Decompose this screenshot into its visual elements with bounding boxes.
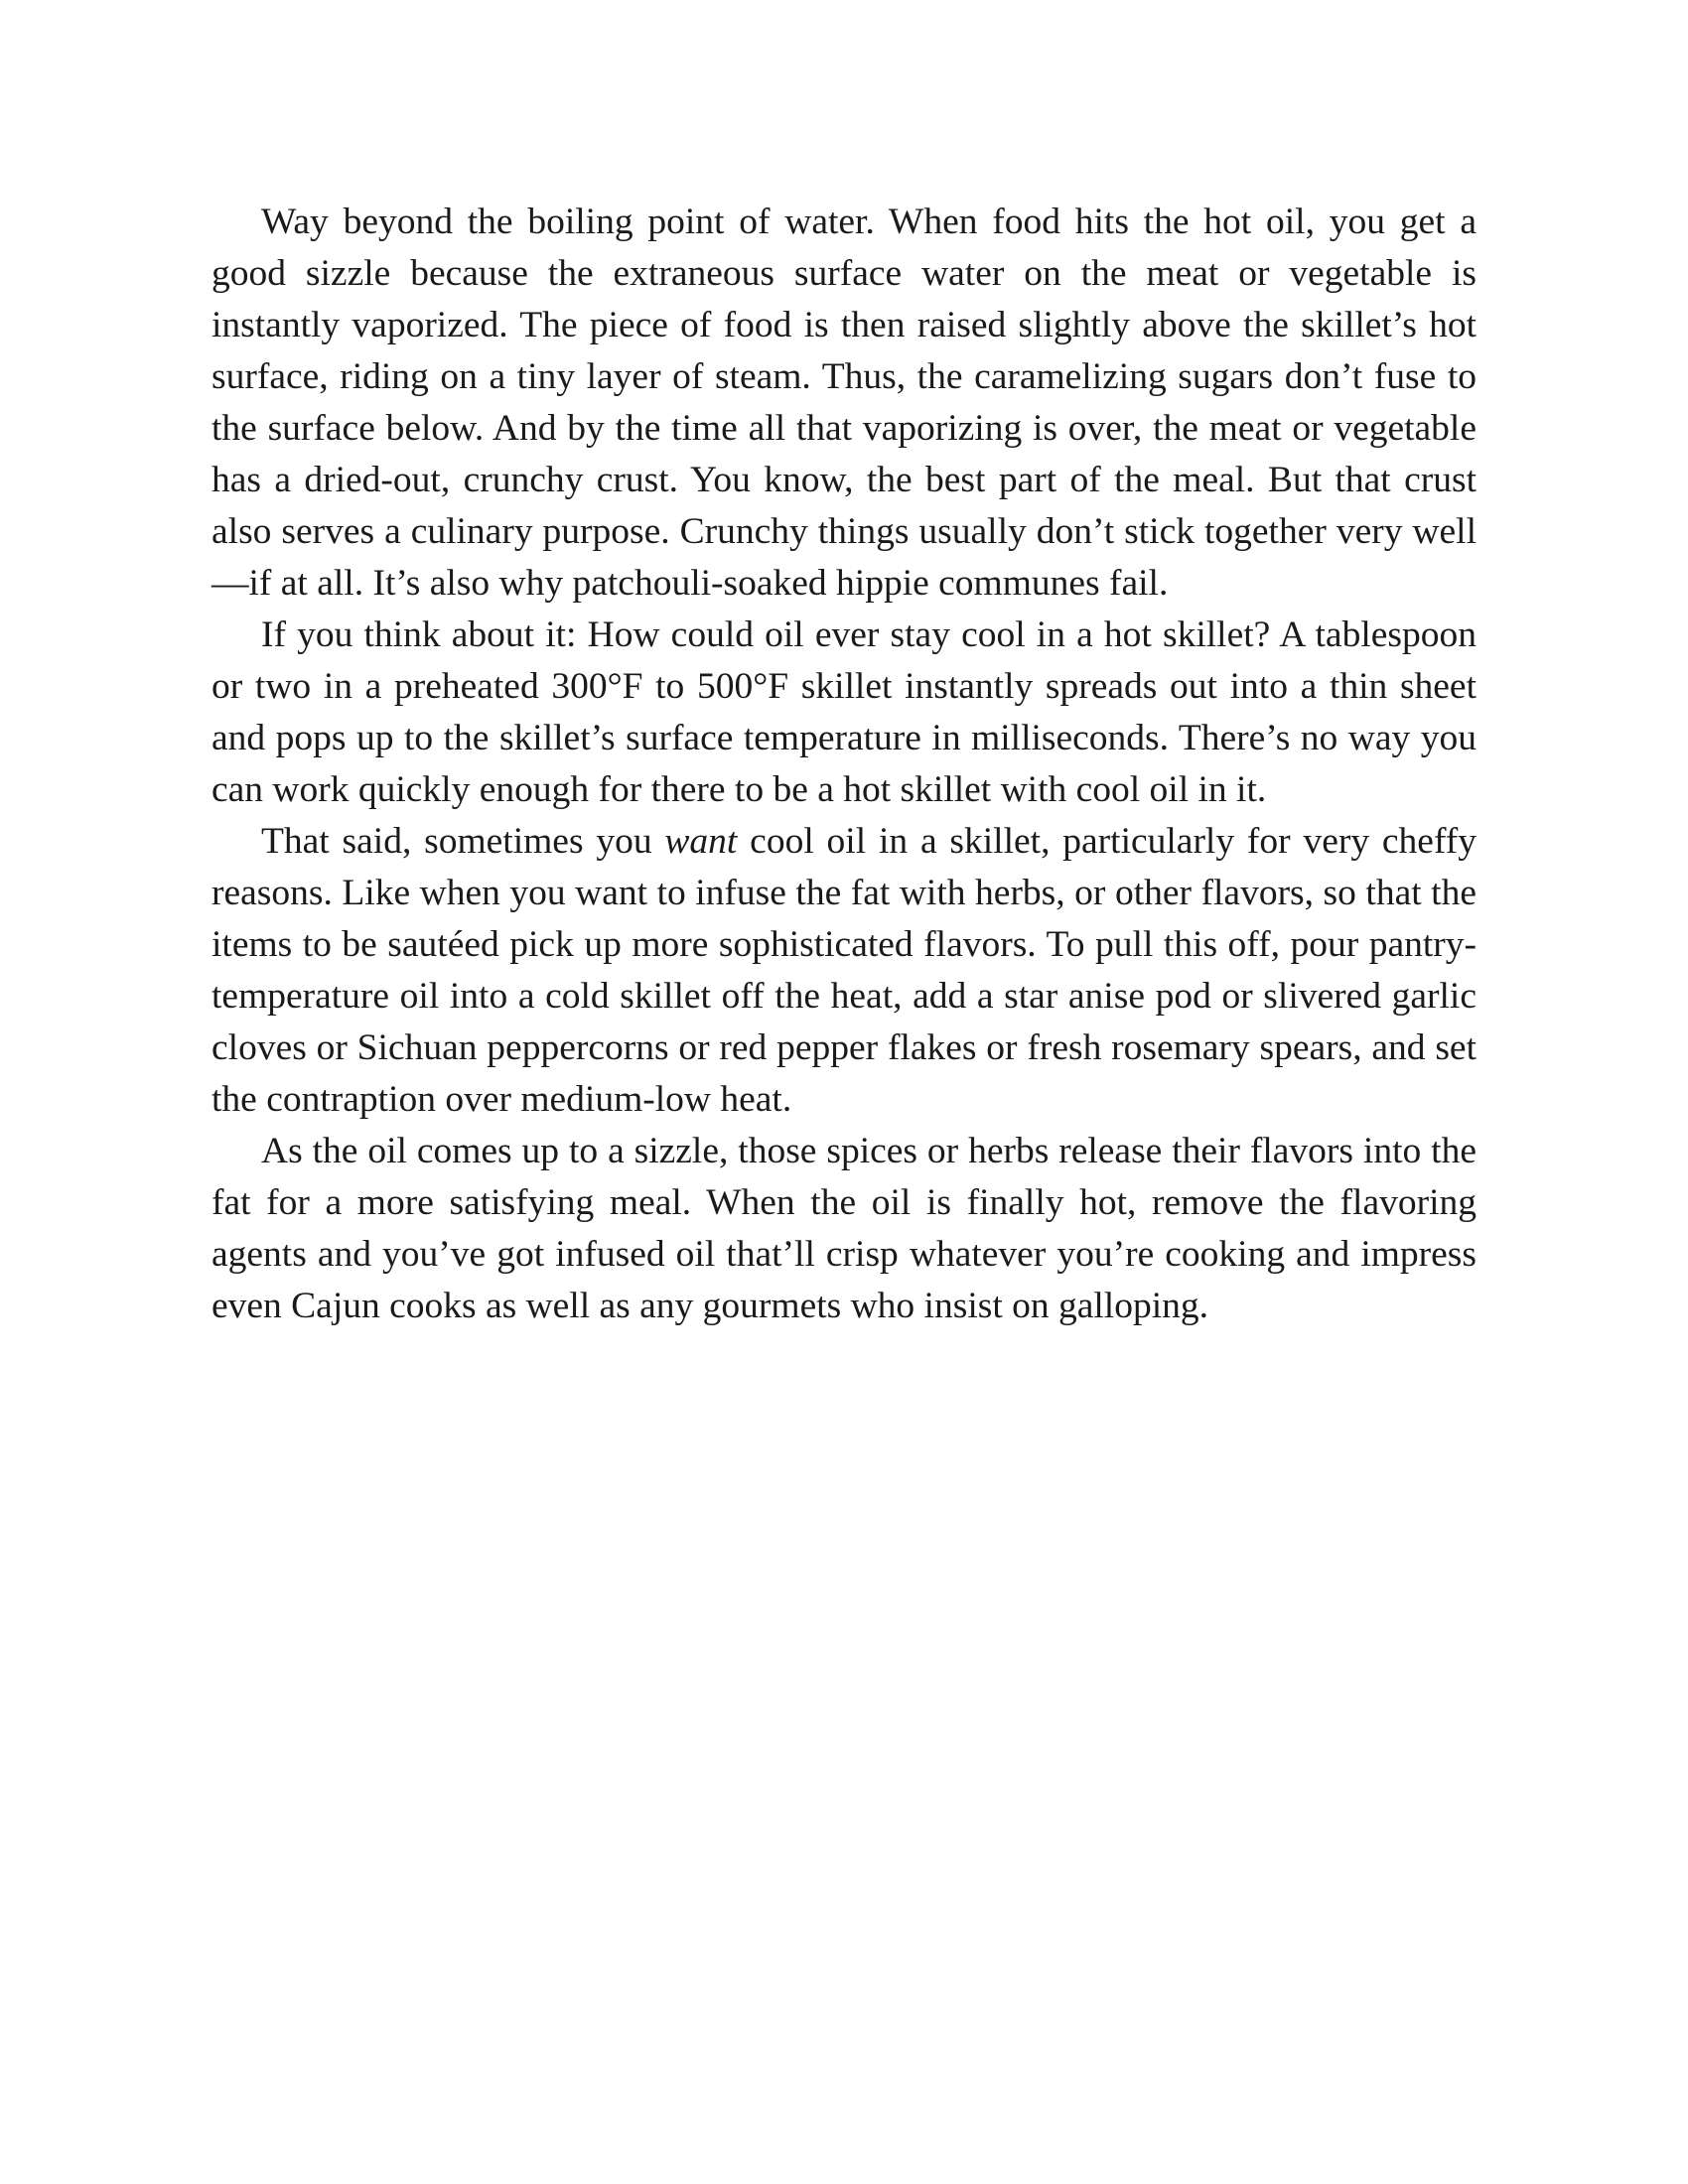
paragraph-3 <box>211 816 1477 1126</box>
paragraph-4 <box>211 1126 1477 1332</box>
paragraph-3-text-start: That said, sometimes you <box>261 821 665 862</box>
paragraph-4-text: As the oil comes up to a sizzle, those spices or herbs release their flavors into the fat for a more satisfying meal. When the oil is finally hot, remove the flavoring agents and you’ve got infused oil that’ll crisp whatever you’re cooking and impress even Cajun cooks as well as any gourmets who insist on galloping. <box>211 1131 1477 1326</box>
body-text <box>211 197 1477 1332</box>
paragraph-3-emphasis: want <box>664 821 738 862</box>
paragraph-1-text: Way beyond the boiling point of water. When food hits the hot oil, you get a good sizzle because the extraneous surface water on the meat or vegetable is instantly vaporized. The piece of food is then raised slightly above the skillet’s hot surface, riding on a tiny layer of steam. Thus, the caramelizing sugars don’t fuse to the surface below. And by the time all that vaporizing is over, the meat or vegetable has a dried-out, crunchy crust. You know, the best part of the meal. But that crust also serves a culinary purpose. Crunchy things usually don’t stick together very well—if at all. It’s also why patchouli-soaked hippie communes fail. <box>211 202 1477 604</box>
paragraph-1 <box>211 197 1477 610</box>
paragraph-2-text: If you think about it: How could oil ever stay cool in a hot skillet? A tablespoon or two in a preheated 300°F to 500°F skillet instantly spreads out into a thin sheet and pops up to the skillet’s surface temperature in milliseconds. There’s no way you can work quickly enough for there to be a hot skillet with cool oil in it. <box>211 614 1477 810</box>
paragraph-2 <box>211 610 1477 816</box>
paragraph-3-text-end: cool oil in a skillet, particularly for very cheffy reasons. Like when you want to infuse the fat with herbs, or other flavors, so that the items to be sautéed pick up more sophisticated flavors. To pull this off, pour pantry-temperature oil into a cold skillet off the heat, add a star anise pod or slivered garlic cloves or Sichuan peppercorns or red pepper flakes or fresh rosemary spears, and set the contraption over medium-low heat. <box>211 821 1477 1120</box>
